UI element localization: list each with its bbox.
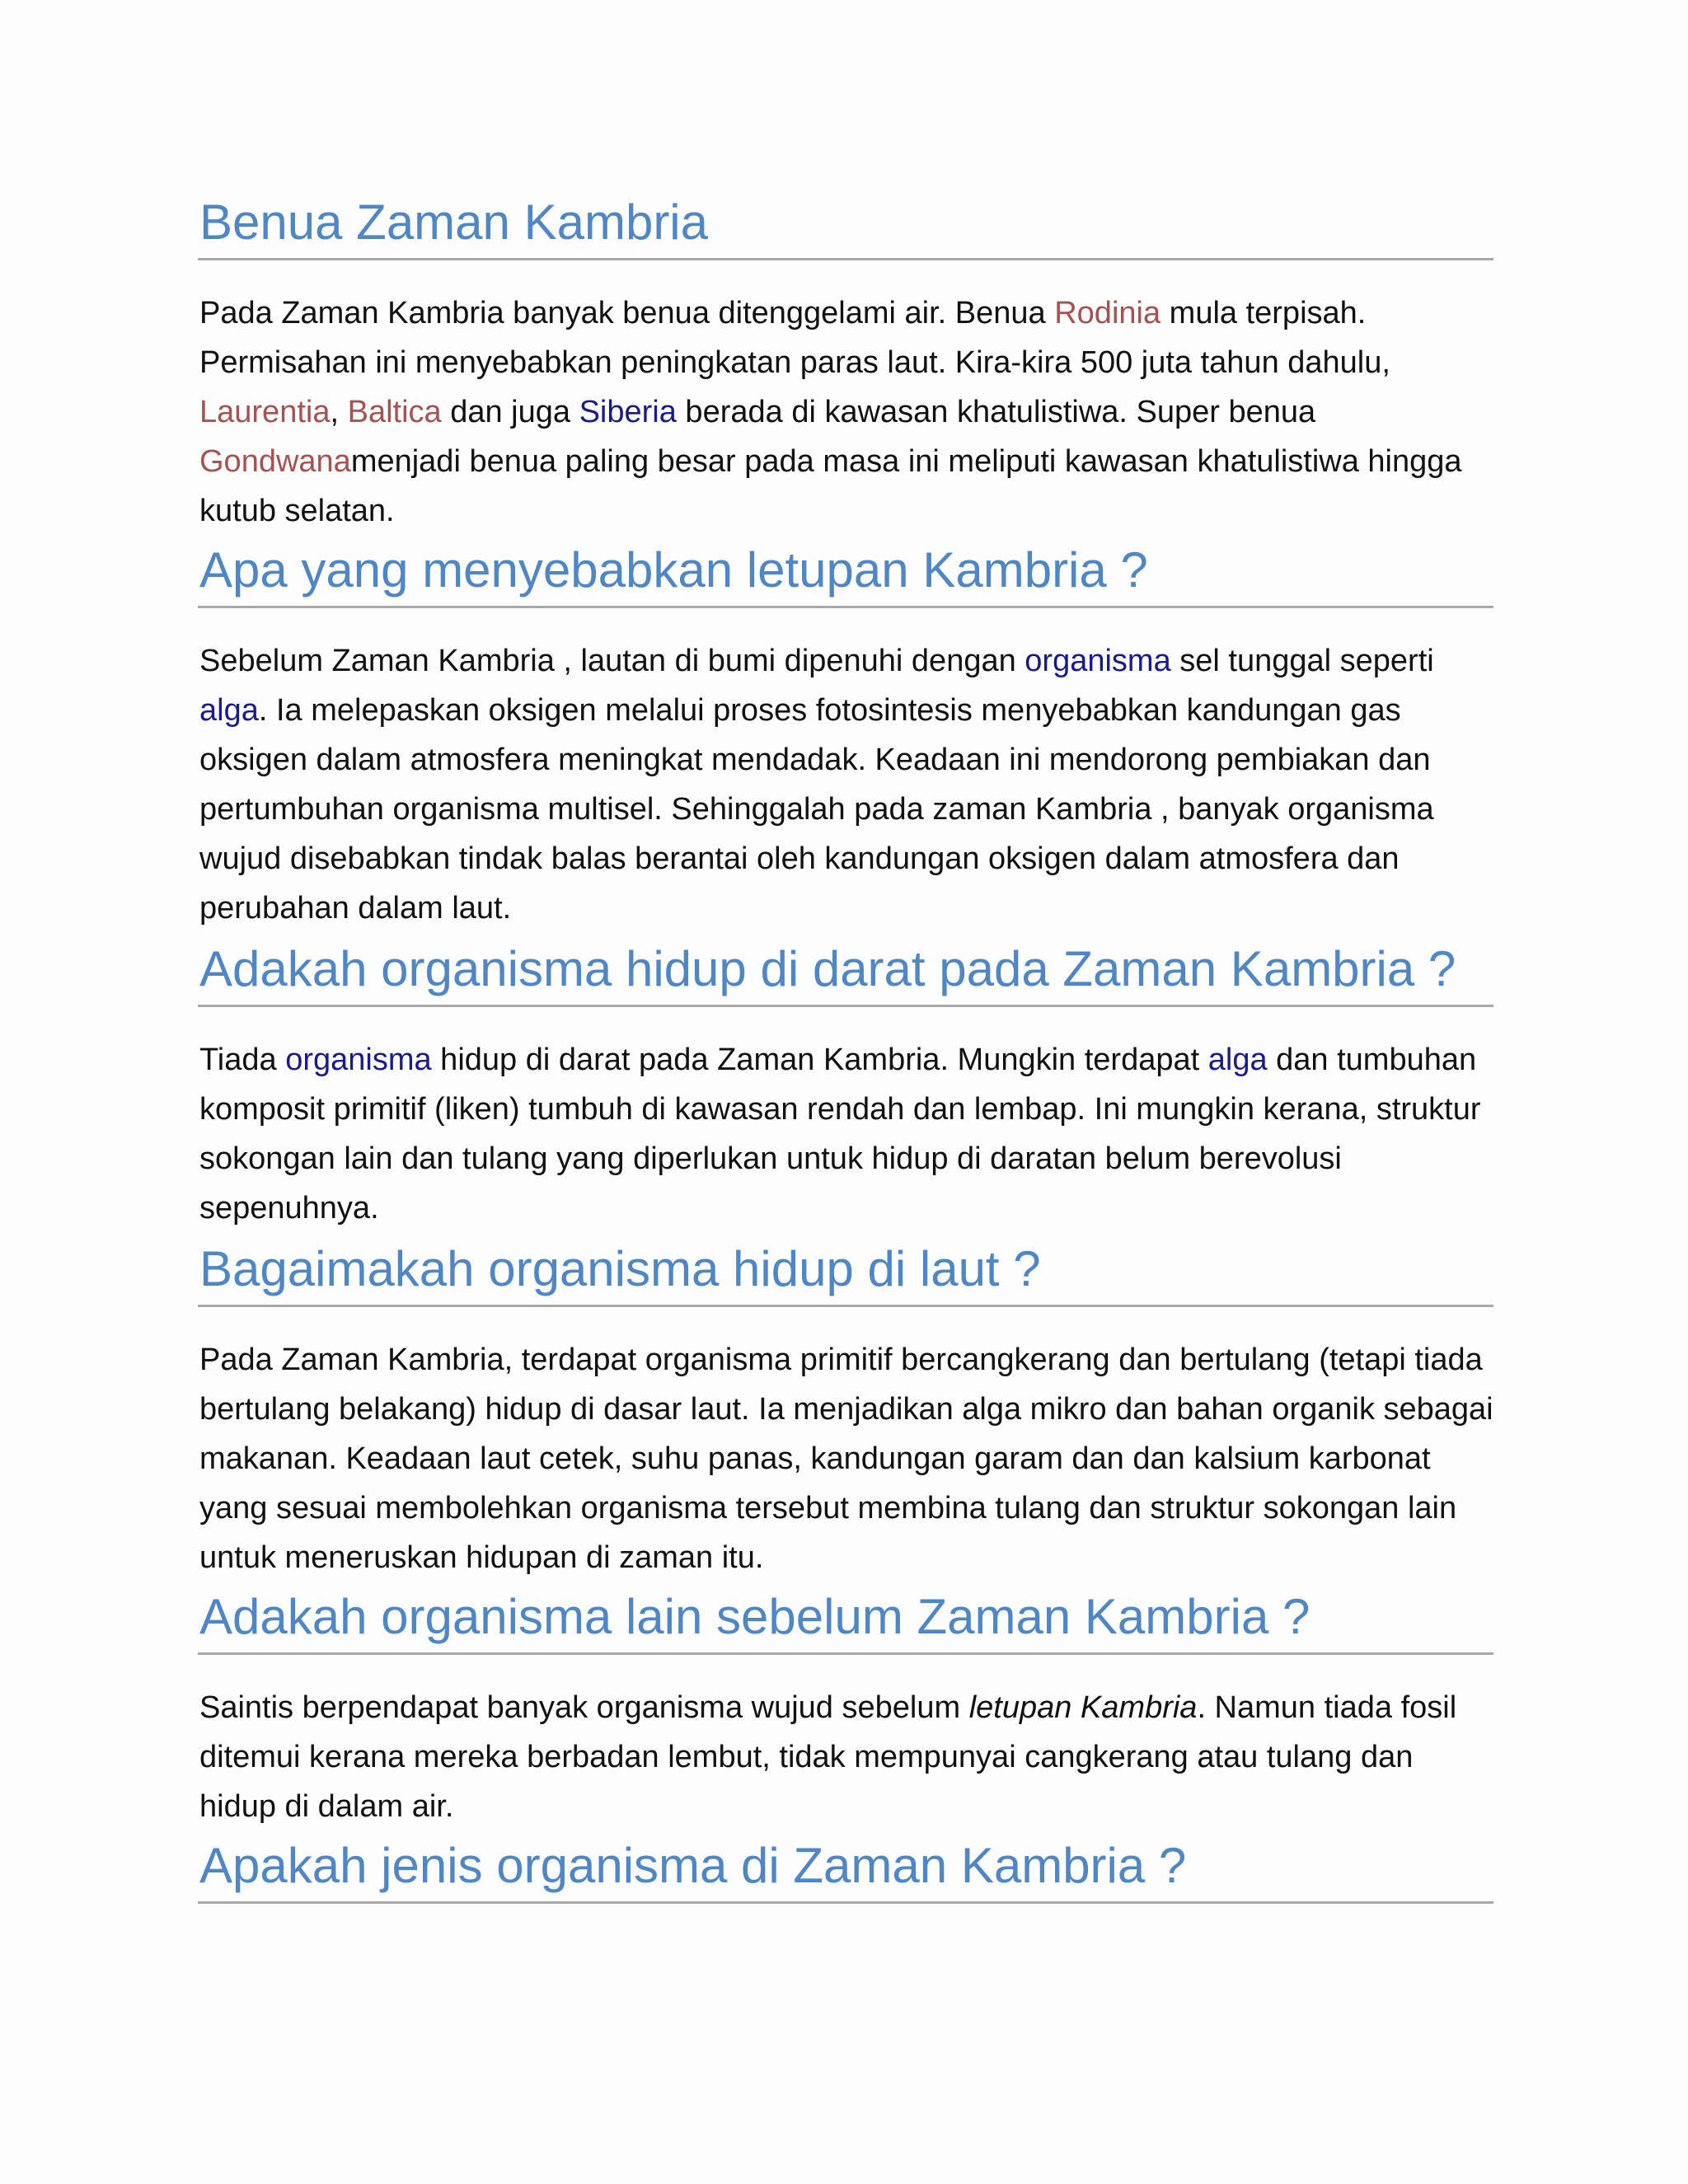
section-benua-zaman-kambria [198,191,1493,536]
section-letupan-kambria [198,539,1493,933]
text-run: , [330,395,348,429]
text-run: berada di kawasan khatulistiwa. Super benua [676,395,1316,429]
document-content [198,191,1493,1904]
text-run: Sebelum Zaman Kambria , lautan di bumi dipenuhi dengan [199,644,1025,678]
text-run: . Ia melepaskan oksigen melalui proses fotosintesis menyebabkan kandungan gas oksigen dalam atmosfera meningkat mendadak. Keadaan ini mendorong pembiakan dan pertumbuhan organisma multisel. Sehinggalah pada zaman Kambria , banyak organisma wujud disebabkan tindak balas berantai oleh kandungan oksigen dalam atmosfera dan perubahan dalam laut. [199,693,1434,926]
section-paragraph [199,1035,1495,1233]
section-heading: Adakah organisma hidup di darat pada Zaman Kambria ? [198,938,1493,1007]
text-run: dan tumbuhan komposit primitif (liken) tumbuh di kawasan rendah dan lembap. Ini mungkin kerana, struktur sokongan lain dan tulang yang diperlukan untuk hidup di daratan belum berevolusi sepenuhnya. [199,1043,1481,1226]
section-organisma-sebelum-kambria [198,1586,1493,1831]
section-paragraph [199,1335,1495,1582]
link-alga[interactable]: alga [199,693,259,728]
section-organisma-di-darat [198,938,1493,1233]
link-siberia[interactable]: Siberia [579,395,677,429]
text-run: mula terpisah. Permisahan ini menyebabkan peningkatan paras laut. Kira-kira 500 juta tahun dahulu, [199,296,1390,380]
emphasis-text: letupan Kambria [968,1690,1198,1725]
text-run: . Namun tiada fosil ditemui kerana mereka berbadan lembut, tidak mempunyai cangkerang atau tulang dan hidup di dalam air. [199,1690,1457,1824]
section-heading: Apakah jenis organisma di Zaman Kambria ? [198,1835,1493,1904]
link-rodinia[interactable]: Rodinia [1054,296,1161,330]
section-heading: Bagaimakah organisma hidup di laut ? [198,1238,1493,1307]
text-run: Saintis berpendapat banyak organisma wujud sebelum [199,1690,969,1725]
section-paragraph [199,1683,1495,1831]
section-paragraph [199,288,1495,536]
text-run: Pada Zaman Kambria banyak benua ditenggelami air. Benua [199,296,1055,330]
section-organisma-di-laut [198,1238,1493,1582]
section-heading: Adakah organisma lain sebelum Zaman Kambria ? [198,1586,1493,1655]
section-heading: Apa yang menyebabkan letupan Kambria ? [198,539,1493,608]
section-paragraph [199,636,1495,933]
text-run: sel tunggal seperti [1170,644,1434,678]
text-run: Pada Zaman Kambria, terdapat organisma primitif bercangkerang dan bertulang (tetapi tiada bertulang belakang) hidup di dasar laut. Ia menjadikan alga mikro dan bahan organik sebagai makanan. Keadaan laut cetek, suhu panas, kandungan garam dan dan kalsium karbonat yang sesuai membolehkan organisma tersebut membina tulang dan struktur sokongan lain untuk meneruskan hidupan di zaman itu. [199,1343,1493,1575]
link-alga[interactable]: alga [1207,1043,1268,1077]
text-run: hidup di darat pada Zaman Kambria. Mungkin terdapat [431,1043,1208,1077]
link-baltica[interactable]: Baltica [347,395,442,429]
link-gondwana[interactable]: Gondwana [199,444,351,479]
text-run: dan juga [441,395,579,429]
section-jenis-organisma [198,1835,1493,1904]
link-organisma[interactable]: organisma [1025,644,1171,678]
link-organisma[interactable]: organisma [285,1043,432,1077]
section-heading: Benua Zaman Kambria [198,191,1493,260]
link-laurentia[interactable]: Laurentia [199,395,331,429]
text-run: Tiada [199,1043,286,1077]
text-run: menjadi benua paling besar pada masa ini meliputi kawasan khatulistiwa hingga kutub selatan. [199,444,1462,528]
